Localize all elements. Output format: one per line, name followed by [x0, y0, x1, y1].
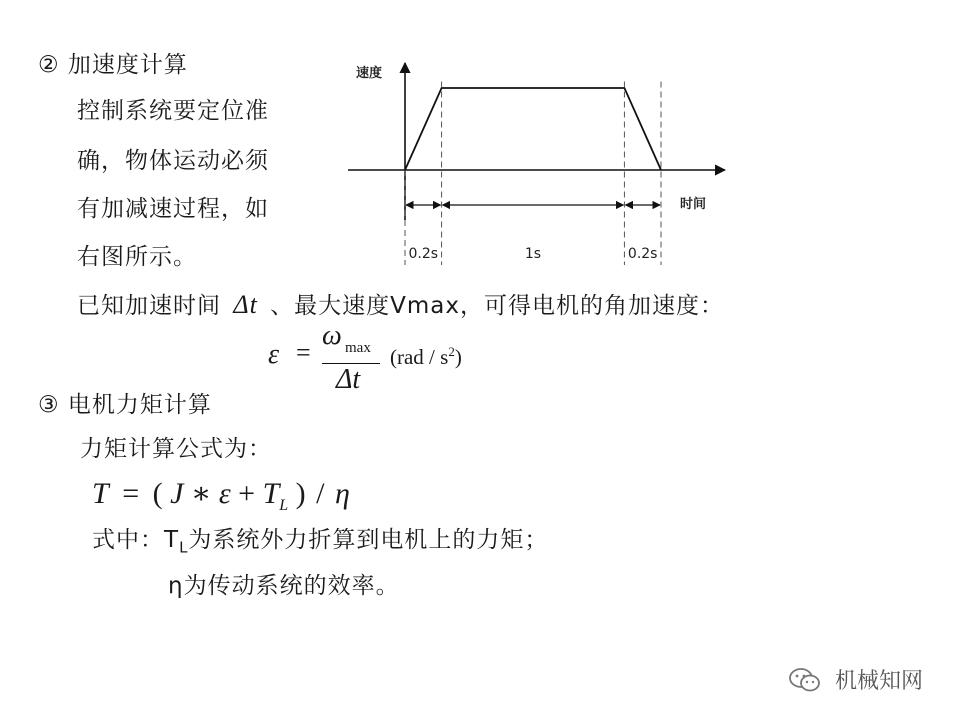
known-line-prefix: 已知加速时间	[77, 293, 221, 319]
torque-note-1: 式中：$T_L$为系统外力折算到电机上的力矩；	[92, 527, 549, 557]
known-line	[77, 287, 724, 320]
paragraph-line: 确，物体运动必须	[77, 148, 269, 174]
omega-symbol: ω	[322, 320, 342, 351]
chart-ylabel: 速度	[356, 66, 383, 81]
wechat-icon	[788, 666, 822, 694]
paragraph-line: 右图所示。	[77, 244, 197, 270]
omega-subscript: max	[345, 340, 371, 356]
unit-label: $(rad / s^2)$	[390, 344, 462, 369]
equals-sign: =	[296, 338, 311, 367]
chart-xlabel: 时间	[680, 197, 707, 212]
watermark	[788, 664, 923, 695]
watermark-text: 机械知网	[835, 669, 924, 694]
segment-label: 1s	[524, 246, 542, 262]
torque-formula: T = ( J ∗ $\varepsilon + T_L$ ) / η	[92, 477, 350, 514]
delta-t-symbol: Δt	[233, 290, 258, 319]
known-line-suffix: 、最大速度Vmax，可得电机的角加速度：	[270, 293, 724, 319]
paragraph-line: 控制系统要定位准	[77, 98, 269, 124]
segment-label: 0.2s	[627, 246, 658, 262]
velocity-time-chart	[340, 55, 730, 270]
delta-t-denominator: Δt	[336, 364, 361, 395]
torque-note-2: η为传动系统的效率。	[168, 573, 400, 599]
section2-heading: ② 加速度计算	[38, 52, 188, 78]
epsilon-symbol: ε	[268, 339, 280, 370]
segment-label: 0.2s	[408, 246, 439, 262]
torque-intro: 力矩计算公式为：	[80, 436, 272, 462]
velocity-profile-line	[405, 88, 661, 170]
paragraph-line: 有加减速过程，如	[77, 196, 269, 222]
section3-heading: ③ 电机力矩计算	[38, 392, 212, 418]
